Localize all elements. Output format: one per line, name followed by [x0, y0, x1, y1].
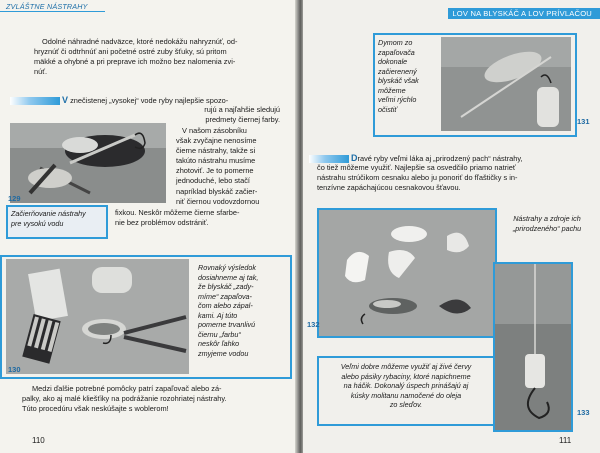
caption-line: Veľmi dobre môžeme využiť aj živé červy [340, 362, 472, 371]
figure-130-frame [0, 255, 292, 379]
caption-line: môžeme [378, 85, 406, 95]
text-line: jednoduché, lebo stačí [176, 176, 250, 186]
caption-line: Rovnaký výsledok [198, 263, 256, 272]
page-number-left: 110 [32, 436, 45, 445]
text-line: niť čiernou vodovzdornou [176, 196, 260, 206]
cleaning-lure-image [441, 37, 571, 131]
text-line: Odolné náhradné nadväzce, ktoré nedokážu nahryznúť, od- [42, 37, 238, 46]
text-line: palky, ako aj malé kliešťiky na podrážanie rozohriatej nástrahy. [22, 394, 227, 404]
figure-129-number: 129 [8, 194, 21, 203]
text-line: Túto procedúru však neskúšajte s woblerom! [22, 404, 169, 414]
figure-132-photo [317, 208, 497, 338]
text-line: čierne nástrahy, takže si [176, 146, 256, 156]
caption-line: pomerne trvanlivú [198, 320, 256, 329]
figure-130-number: 130 [8, 365, 21, 374]
figure-133-caption-box [317, 356, 495, 426]
text-line: však zvyčajne nenosíme [176, 136, 257, 146]
lures-and-scent-sources-image [319, 210, 495, 336]
drop-cap: V [62, 95, 69, 105]
caption-line: dokonale [378, 57, 408, 66]
paragraph-bottom [22, 384, 280, 414]
caption-line: Začierňovanie nástrahy [11, 209, 86, 218]
text-line: mäkké a ohybné a pri preprave ich možno bez nalomenia zvi- [34, 57, 236, 67]
text-line: zhotoviť. Je to pomerne [176, 166, 254, 176]
text-line: Medzi ďalšie potrebné pomôcky patrí zapaľovač alebo zá- [32, 384, 222, 393]
caption-line: „prirodzeného“ pachu [512, 223, 582, 233]
figure-133-number: 133 [577, 408, 590, 417]
text-line: núť. [34, 67, 48, 77]
figure-132-number: 132 [307, 320, 320, 329]
section-marker [309, 155, 349, 163]
text-line: tenzívne zapáchajúcou cesnakovou šťavou. [317, 183, 461, 193]
caption-line: zapaľovača [378, 47, 415, 57]
text-line: znečistenej „vysokej“ vode ryby najlepšie spozo- [70, 96, 229, 105]
caption-line: míme“ zapaľova- [198, 291, 252, 301]
left-page [0, 0, 297, 453]
text-line: V našom zásobníku [182, 126, 247, 135]
lure-blackening-image [10, 123, 166, 203]
section-intro-cont [178, 105, 280, 125]
caption-line: dosiahneme aj tak, [198, 272, 259, 282]
figure-133-photo [493, 262, 573, 432]
paragraph-1 [34, 37, 280, 77]
section-body [176, 126, 280, 207]
caption-line: očistiť [378, 104, 397, 114]
caption-line: Nástrahy a zdroje ich [513, 214, 581, 223]
text-line: čo tiež môžeme využiť. Najlepšie sa osvedčilo priamo natrieť [317, 163, 516, 172]
figure-131-caption [378, 38, 438, 114]
text-line: nástrahu strúčikom cesnaku alebo ju ponoriť do fľaštičky s in- [317, 173, 518, 183]
figure-131-number: 131 [577, 117, 590, 126]
figure-132-caption [497, 214, 597, 233]
figure-130-photo [6, 259, 189, 374]
text-line: takúto nástrahu musíme [176, 156, 256, 166]
caption-line: že blyskáč „zady- [198, 282, 254, 291]
drop-cap: D [351, 153, 358, 163]
text-line: fixkou. Neskôr môžeme čierne sfarbe- [115, 208, 240, 217]
right-page [303, 0, 600, 453]
caption-line: kúsky molitanu namočené do oleja [350, 390, 462, 400]
caption-line: čom alebo zápal- [198, 301, 253, 310]
caption-line: čiernu „farbu“ [198, 329, 241, 339]
figure-129-caption [8, 207, 106, 230]
running-head-right: LOV NA BLYSKÁČ A LOV PRÍVLAČOU [448, 8, 600, 19]
caption-line: zmyjeme vodou [198, 348, 249, 358]
figure-131-frame [373, 33, 577, 137]
running-head-left: ZVLÁŠTNE NÁSTRAHY [6, 2, 88, 11]
figure-129-photo [10, 123, 166, 203]
caption-line: veľmi rýchlo [378, 95, 417, 104]
figure-130-caption [198, 263, 288, 358]
caption-line: začierenený [378, 66, 417, 76]
caption-line: neskôr ľahko [198, 339, 240, 348]
figure-131-photo [441, 37, 571, 131]
section-body-right [317, 163, 591, 193]
caption-line: blyskáč však [378, 76, 419, 85]
section-body-end [115, 208, 280, 228]
caption-line: kami. Aj túto [198, 310, 238, 320]
text-line: rujú a najľahšie sledujú [204, 105, 280, 114]
caption-line: na háčik. Dokonalý úspech prinášajú aj [343, 381, 469, 390]
text-line: hryznúť či odtrhnúť ani početné ostré zuby šťuky, sú pritom [34, 47, 227, 57]
caption-line: pre vysokú vodu [11, 218, 64, 228]
caption-line: zo sleďov. [389, 400, 423, 409]
figure-129-caption-box [6, 205, 108, 239]
header-rule [0, 11, 105, 12]
text-line: ravé ryby veľmi láka aj „prirodzený pach“ nástrahy, [357, 154, 523, 163]
lighter-matches-pliers-image [6, 259, 189, 374]
figure-133-caption [319, 358, 493, 414]
page-number-right: 111 [559, 436, 572, 445]
text-line: napríklad blyskáč začier- [176, 186, 258, 196]
section-marker [10, 97, 60, 105]
bait-on-hook-image [495, 264, 571, 430]
text-line: predmety čiernej farby. [205, 115, 280, 125]
caption-line: Dymom zo [378, 38, 413, 47]
text-line: nie bez problémov odstrániť. [115, 218, 209, 228]
caption-line: alebo pásiky rybaciny, ktoré napichneme [341, 371, 471, 381]
